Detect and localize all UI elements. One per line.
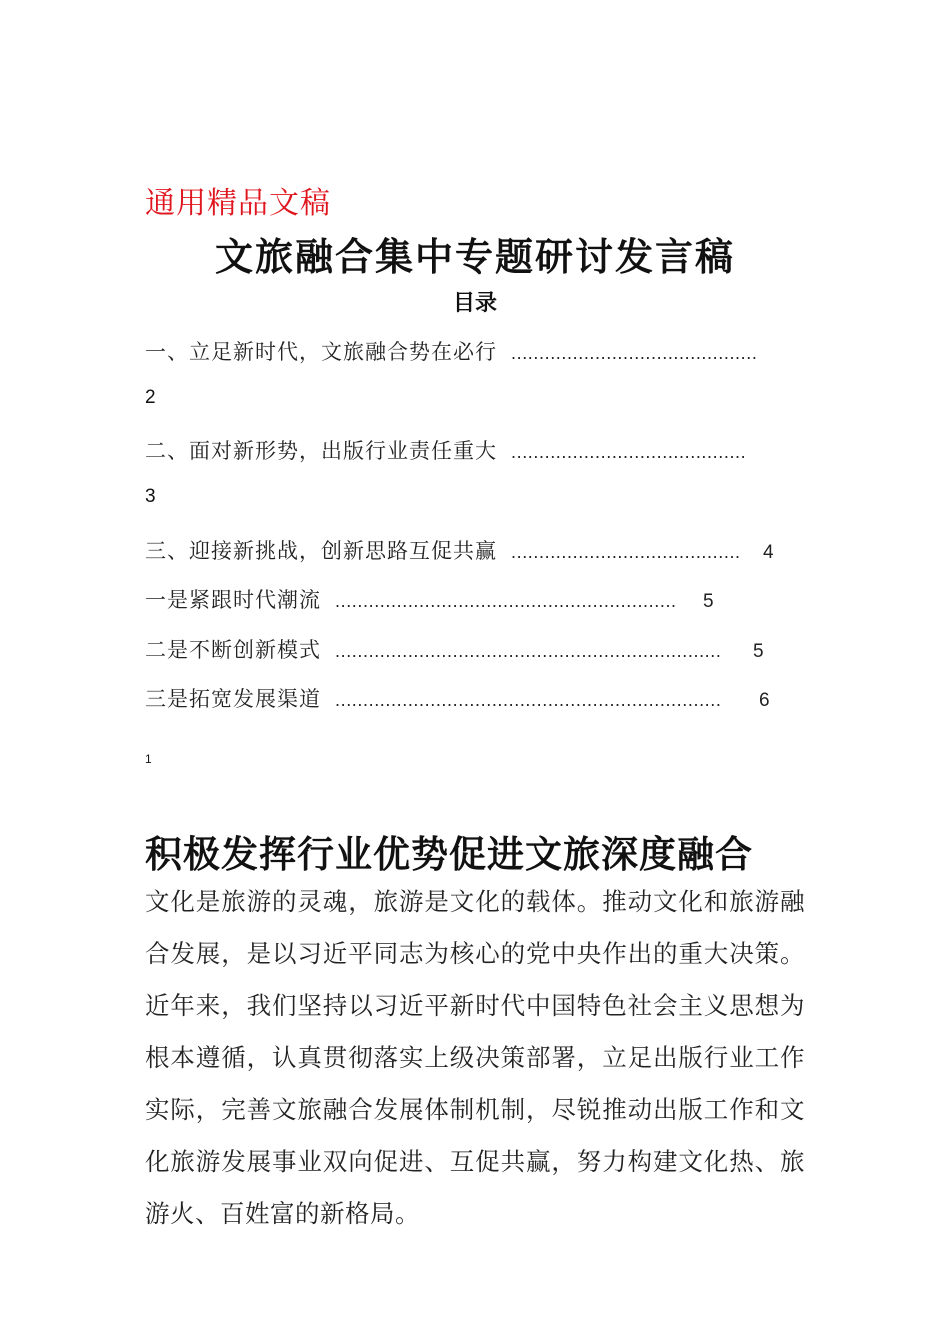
toc-item[interactable] [145, 584, 714, 614]
toc-item-page: 6 [759, 690, 770, 711]
section-title: 积极发挥行业优势促进文旅深度融合 [145, 833, 753, 876]
toc-item[interactable] [145, 535, 774, 565]
toc-item-leader: ..................................................................... [335, 641, 722, 661]
toc-item-page: 3 [145, 486, 156, 507]
toc-heading: 目录 [452, 291, 497, 316]
toc-item-page: 4 [763, 542, 774, 563]
toc-item-text: 二是不断创新模式 [145, 638, 321, 662]
toc-item[interactable] [145, 336, 773, 366]
toc-item-text: 一是紧跟时代潮流 [145, 588, 321, 612]
toc-item[interactable] [145, 634, 764, 664]
toc-item-text: 三是拓宽发展渠道 [145, 687, 321, 711]
toc-item-leader: ............................................................. [335, 591, 677, 611]
body-paragraph: 文化是旅游的灵魂，旅游是文化的载体。推动文化和旅游融合发展，是以习近平同志为核心的党中央作出的重大决策。近年来，我们坚持以习近平新时代中国特色社会主义思想为根本遵循，认真贯彻落实上级决策部署，立足出版行业工作实际，完善文旅融合发展体制机制，尽锐推动出版工作和文化旅游发展事业双向促进、互促共赢，努力构建文化热、旅游火、百姓富的新格局。 [145, 887, 805, 1228]
toc-item-page: 2 [145, 387, 156, 408]
toc-item-page: 5 [753, 641, 764, 662]
toc-item-text: 一、立足新时代，文旅融合势在必行 [145, 340, 497, 364]
toc-item-text: 二、面对新形势，出版行业责任重大 [145, 439, 497, 463]
document-title: 文旅融合集中专题研讨发言稿 [214, 235, 735, 279]
toc-item-leader: .......................................... [511, 442, 747, 462]
toc-item-text: 三、迎接新挑战，创新思路互促共赢 [145, 539, 497, 563]
document-tag: 通用精品文稿 [145, 186, 331, 221]
toc-item-leader: ..................................................................... [335, 690, 722, 710]
toc-item[interactable] [145, 435, 763, 465]
toc-item[interactable] [145, 683, 770, 713]
page-number: 1 [145, 752, 152, 766]
toc-item-leader: ......................................... [511, 542, 741, 562]
toc-item-page: 5 [703, 591, 714, 612]
toc-item-leader: ............................................ [511, 343, 758, 363]
